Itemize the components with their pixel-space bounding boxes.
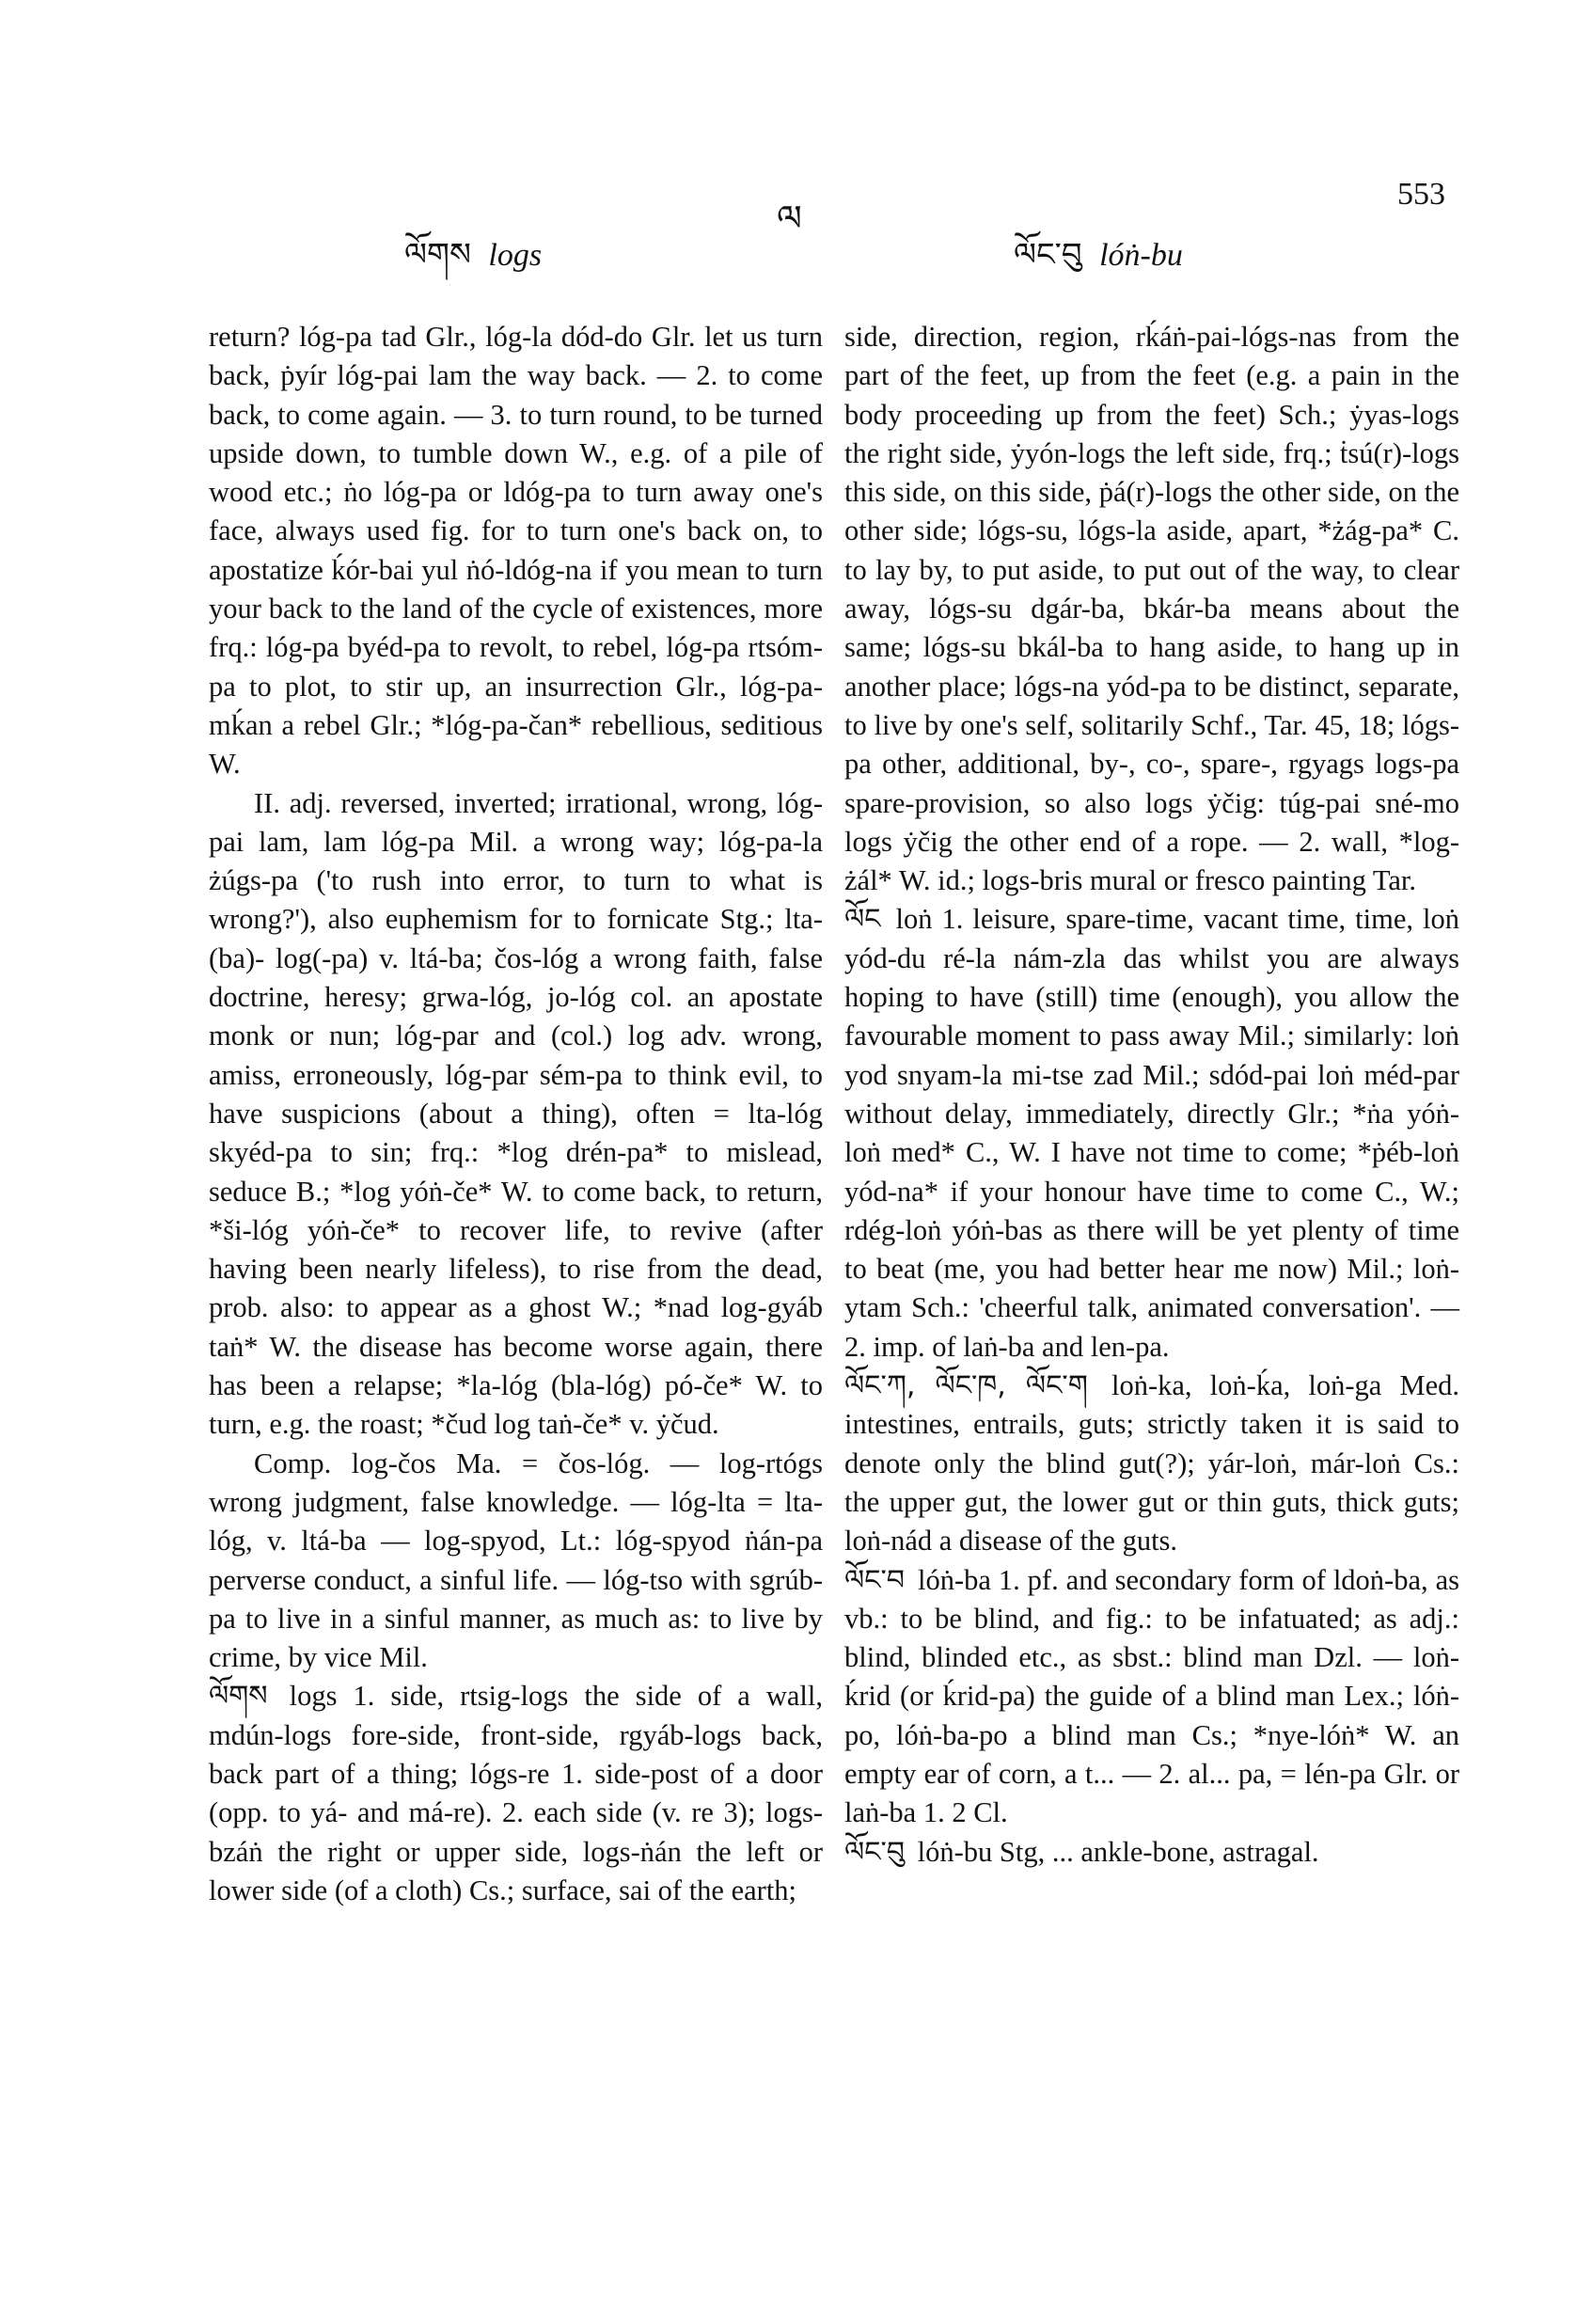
right-column [844,318,1459,1872]
right-head-tibetan: ལོང་བུ [1014,236,1082,274]
right-running-head [1014,218,1183,308]
left-head-transliteration: logs [488,238,543,273]
left-paragraph-2: II. adj. reversed, inverted; irrational, wrong, lóg-pai lam, lam lóg-pa Mil. a wrong way; lóg-pa-la żúgs-pa ('to rush into error, to turn to what is wrong?'), also euphemism for to fornicate Stg.; lta-(ba)- log(-pa) v. ltá-ba; čos-lóg a wrong faith, false doctrine, heresy; grwa-lóg, jo-lóg col. an apostate monk or nun; lóg-par and (col.) log adv. wrong, amiss, erroneously, lóg-par sém-pa to think evil, to have suspicions (about a thing), often = lta-lóg skyéd-pa to sin; frq.: *log drén-pa* to mislead, seduce B.; *log yóṅ-če* W. to come back, to return, *ši-lóg yóṅ-če* to recover life, to revive (after having been nearly lifeless), to rise from the dead, prob. also: to appear as a ghost W.; *nad log-gyáb taṅ* W. the disease has become worse again, there has been a relapse; *la-lóg (bla-lóg) pó-če* W. to turn, e.g. the roast; *čud log taṅ-če* v. ẏčud. [209,786,823,1441]
entry-lon-text: loṅ 1. leisure, spare-time, vacant time, time, loṅ yód-du ré-la nám-zla das whilst you are always hoping to have (still) time (enough), you allow the favourable moment to pass away Mil.; similarly: loṅ yod snyam-la mi-tse zad Mil.; sdód-pai loṅ méd-par without delay, immediately, directly Glr.; *ṅa yóṅ-loṅ med* C., W. I have not time to come; *ṗéb-loṅ yód-na* if your honour have time to come C., W.; rdég-loṅ yóṅ-bas as there will be yet plenty of time to beat (me, you had better hear me now) Mil.; loṅ-ytam Sch.: 'cheerful talk, animated conversation'. — 2. imp. of laṅ-ba and len-pa. [844,903,1460,1363]
header-tibetan-letter: ལ [777,198,802,239]
left-paragraph-3: Comp. log-čos Ma. = čos-lóg. — log-rtógs wrong judgment, false knowledge. — lóg-lta = lta-lóg, v. ltá-ba — log-spyod, Lt.: lóg-spyod ṅán-pa perverse conduct, a sinful life. — lóg-tso with sgrúb-pa to live in a sinful manner, as much as: to live by crime, by vice Mil. [209,1447,823,1674]
left-paragraph-1: return? lóg-pa tad Glr., lóg-la dód-do Glr. let us turn back, ṗyír lóg-pai lam the way back. — 2. to come back, to come again. — 3. to turn round, to be turned upside down, to tumble down W., e.g. of a pile of wood etc.; ṅo lóg-pa or ldóg-pa to turn away one's face, always used fig. for to turn one's back on, to apostatize ḱór-bai yul ṅó-ldóg-na if you mean to turn your back to the land of the cycle of existences, more frq.: lóg-pa byéd-pa to revolt, to rebel, lóg-pa rtsóm-pa to plot, to stir up, an insurrection Glr., lóg-pa-mḱan a rebel Glr.; *lóg-pa-čan* rebellious, seditious W. [209,321,823,781]
left-running-head [404,218,542,308]
entry-logs-tibetan: ལོགས [209,1680,268,1714]
entry-lonka [844,1367,1459,1560]
entry-lonbu-text: lóṅ-bu Stg, ... ankle-bone, astragal. [917,1835,1319,1868]
entry-logs [209,1677,823,1910]
entry-lonbu [844,1833,1459,1872]
entry-lonba [844,1561,1459,1833]
left-column [209,318,823,1910]
right-head-transliteration: lóṅ-bu [1099,238,1183,273]
entry-lonbu-tibetan: ལོང་བུ [844,1835,906,1869]
entry-logs-text: logs 1. side, rtsig-logs the side of a wall, mdún-logs fore-side, front-side, rgyáb-logs back, back part of a thing; lógs-re 1. side-post of a door (opp. to yá- and má-re). 2. each side (v. re 3); logs-bzáṅ the right or upper side, logs-ṅán the left or lower side (of a cloth) Cs.; surface, sai of the earth; [209,1680,823,1906]
entry-lonba-tibetan: ལོང་བ [844,1563,906,1597]
left-head-tibetan: ལོགས [404,236,471,274]
entry-lonka-tibetan: ལོང་ཀ, ལོང་ཁ, ལོང་ག [844,1369,1088,1403]
entry-lonba-text: lóṅ-ba 1. pf. and secondary form of ldoṅ-ba, as vb.: to be blind, and fig.: to be infatuated; as adj.: blind, blinded etc., as sbst.: blind man Dzl. — loṅ-ḱrid (or ḱrid-pa) the guide of a blind man Lex.; lóṅ-po, lóṅ-ba-po a blind man Cs.; *nye-lóṅ* W. an empty ear of corn, a t... — 2. al... pa, = lén-pa Glr. or laṅ-ba 1. 2 Cl. [844,1563,1459,1829]
entry-lonka-text: loṅ-ka, loṅ-ḱa, loṅ-ga Med. intestines, entrails, guts; strictly taken it is said to denote only the blind gut(?); yár-loṅ, már-loṅ Cs.: the upper gut, the lower gut or thin guts, thick guts; loṅ-nád a disease of the guts. [844,1369,1459,1557]
right-paragraph-1: side, direction, region, rḱáṅ-pai-lógs-nas from the part of the feet, up from the feet (e.g. a pain in the body proceeding up from the feet) Sch.; ẏyas-logs the right side, ẏyón-logs the left side, frq.; ṫsú(r)-logs this side, on this side, ṗá(r)-logs the other side, on the other side; lógs-su, lógs-la aside, apart, *żág-pa* C. to lay by, to put aside, to put out of the way, to clear away, lógs-su dgár-ba, bkár-ba means about the same; lógs-su bkál-ba to hang aside, to hang up in another place; lógs-na yód-pa to be distinct, separate, to live by one's self, solitarily Schf., Tar. 45, 18; lógs-pa other, additional, by-, co-, spare-, rgyags logs-pa spare-provision, so also logs ẏčig: túg-pai sné-mo logs ẏčig the other end of a rope. — 2. wall, *log-żál* W. id.; logs-bris mural or fresco painting Tar. [844,321,1459,897]
entry-lon [844,900,1459,1367]
entry-lon-tibetan: ལོང [844,903,881,937]
page-number: 553 [1397,177,1445,212]
